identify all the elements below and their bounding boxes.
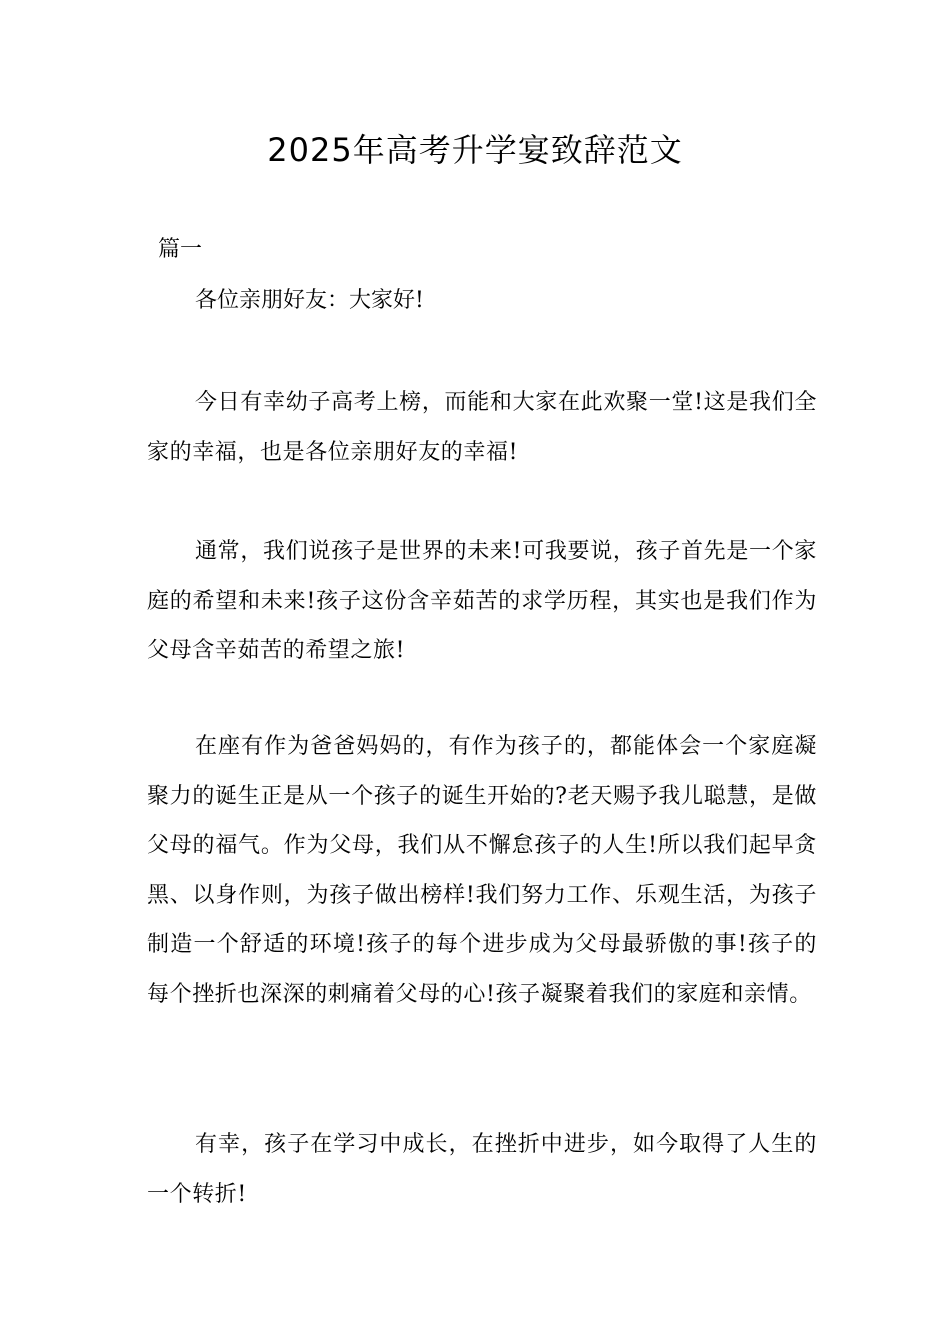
paragraph-1: 今日有幸幼子高考上榜，而能和大家在此欢聚一堂!这是我们全家的幸福，也是各位亲朋好友的幸福! — [147, 390, 817, 465]
paragraph-3: 在座有作为爸爸妈妈的，有作为孩子的，都能体会一个家庭凝聚力的诞生正是从一个孩子的诞生开始的?老天赐予我儿聪慧，是做父母的福气。作为父母，我们从不懈怠孩子的人生!所以我们起早贪黑、以身作则，为孩子做出榜样!我们努力工作、乐观生活，为孩子制造一个舒适的环境!孩子的每个进步成为父母最骄傲的事!孩子的每个挫折也深深的刺痛着父母的心!孩子凝聚着我们的家庭和亲情。 — [147, 734, 817, 1007]
document-title: 2025年高考升学宴致辞范文 — [267, 131, 683, 169]
greeting-line: 各位亲朋好友：大家好! — [195, 288, 424, 313]
section-label: 篇一 — [158, 237, 203, 262]
paragraph-2: 通常，我们说孩子是世界的未来!可我要说，孩子首先是一个家庭的希望和未来!孩子这份含辛茹苦的求学历程，其实也是我们作为父母含辛茹苦的希望之旅! — [147, 539, 817, 664]
paragraph-4: 有幸，孩子在学习中成长，在挫折中进步，如今取得了人生的一个转折! — [147, 1132, 817, 1207]
